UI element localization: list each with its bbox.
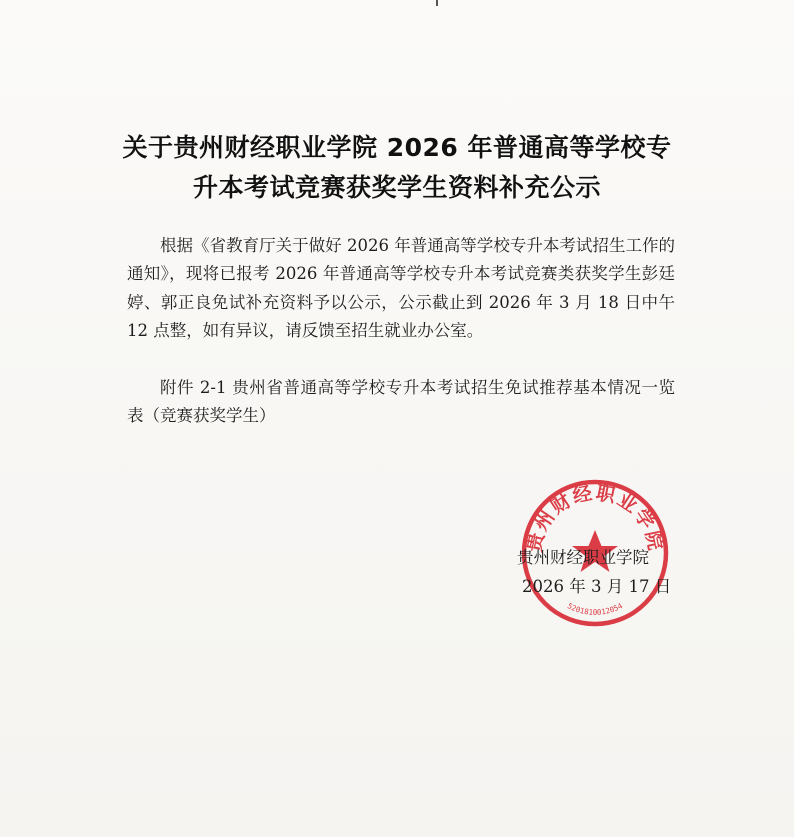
seal-arc-text: 贵州财经职业学院	[523, 481, 667, 554]
notice-paragraph: 根据《省教育厅关于做好 2026 年普通高等学校专升本考试招生工作的通知》，现将已报考 2026 年普通高等学校专升本考试竞赛类获奖学生彭廷婷、郭正良免试补充资料予以公示，公示截止到 2026 年 3 月 18 日中午 12 点整，如有异议，请反馈至招生就业办公室。	[127, 236, 675, 341]
document-title-line2: 升本考试竞赛获奖学生资料补充公示	[192, 173, 601, 202]
seal-serial-number: 5201810012054	[565, 601, 625, 617]
signature-date: 2026 年 3 月 17 日	[522, 577, 672, 596]
document-title-line1: 关于贵州财经职业学院 2026 年普通高等学校专	[122, 133, 672, 162]
scan-mark	[436, 0, 438, 6]
signature-organization: 贵州财经职业学院	[517, 548, 649, 567]
attachment-paragraph: 附件 2-1 贵州省普通高等学校专升本考试招生免试推荐基本情况一览表（竞赛获奖学生）	[127, 378, 675, 426]
